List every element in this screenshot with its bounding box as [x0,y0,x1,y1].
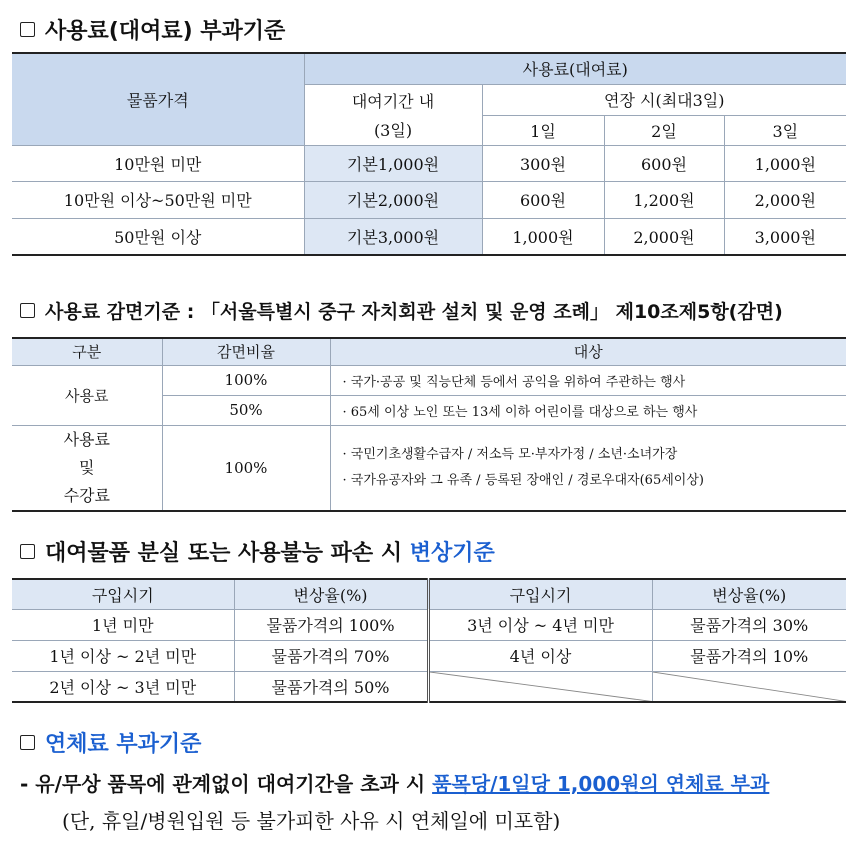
col-purchase-left: 구입시기 [12,579,234,609]
col-item-price: 물품가격 [12,53,304,145]
target-cell: · 65세 이상 노인 또는 13세 이하 어린이를 대상으로 하는 행사 [330,395,846,425]
target-cell: · 국가·공공 및 직능단체 등에서 공익을 위하여 주관하는 행사 [330,365,846,395]
section2-heading-text: 사용료 감면기준 : 「서울특별시 중구 자치회관 설치 및 운영 조례」 제10조제5항(감면) [45,301,783,323]
table-row [12,425,846,511]
day1-cell: 1,000원 [482,218,604,255]
price-cell: 10만원 미만 [12,145,304,181]
table-row [12,609,846,640]
category-line3: 수강료 [63,485,110,505]
day2-cell: 600원 [604,145,724,181]
col-category: 구분 [12,338,162,365]
day2-cell: 2,000원 [604,218,724,255]
col-target: 대상 [330,338,846,365]
rental-fee-table [12,52,846,256]
period-cell: 2년 이상 ~ 3년 미만 [12,671,234,702]
checkbox-square-icon [20,735,35,750]
section2-heading [20,297,783,324]
table-row [12,365,846,395]
col-day-2: 2일 [604,115,724,145]
col-rental-period [304,84,482,145]
section1-heading-text: 사용료(대여료) 부과기준 [45,19,286,44]
empty-cell-diagonal [652,671,846,702]
period-cell: 1년 미만 [12,609,234,640]
col-rate-left: 변상율(%) [234,579,428,609]
price-cell: 10만원 이상~50만원 미만 [12,181,304,218]
base-fee-cell: 기본2,000원 [304,181,482,218]
base-fee-cell: 기본1,000원 [304,145,482,181]
late-fee-line2: (단, 휴일/병원입원 등 불가피한 사유 시 연체일에 미포함) [62,809,561,833]
col-day-1: 1일 [482,115,604,145]
rate-cell: 50% [162,395,330,425]
col-rental-period-line1: 대여기간 내 [351,91,435,111]
table-row [12,145,846,181]
rate-cell: 물품가격의 50% [234,671,428,702]
rate-cell: 물품가격의 30% [652,609,846,640]
category-line2: 및 [79,457,95,477]
day1-cell: 300원 [482,145,604,181]
day2-cell: 1,200원 [604,181,724,218]
section3-heading-highlight: 변상기준 [409,541,495,566]
day3-cell: 1,000원 [724,145,846,181]
day1-cell: 600원 [482,181,604,218]
base-fee-cell: 기본3,000원 [304,218,482,255]
fee-reduction-table [12,337,846,512]
compensation-table [12,578,846,703]
section4-heading-text: 연체료 부과기준 [45,732,202,757]
late-fee-line1-text: - 유/무상 품목에 관계없이 대여기간을 초과 시 [20,772,433,796]
day3-cell: 2,000원 [724,181,846,218]
col-extension: 연장 시(최대3일) [482,84,846,115]
table-row [12,218,846,255]
rate-cell: 100% [162,425,330,511]
section4-heading [20,727,201,758]
checkbox-square-icon [20,303,35,318]
col-day-3: 3일 [724,115,846,145]
col-rental-period-line2: (3일) [373,120,413,140]
category-line1: 사용료 [63,429,110,449]
period-cell: 1년 이상 ~ 2년 미만 [12,640,234,671]
section1-heading [20,14,285,45]
col-fee: 사용료(대여료) [304,53,846,84]
col-purchase-right: 구입시기 [428,579,652,609]
table-row [12,181,846,218]
empty-cell-diagonal [428,671,652,702]
period-cell: 4년 이상 [428,640,652,671]
late-fee-line1 [20,768,769,797]
day3-cell: 3,000원 [724,218,846,255]
rate-cell: 물품가격의 70% [234,640,428,671]
period-cell: 3년 이상 ~ 4년 미만 [428,609,652,640]
category-cell [12,425,162,511]
checkbox-square-icon [20,544,35,559]
table-row [12,671,846,702]
target-cell [330,425,846,511]
late-fee-highlight: 품목당/1일당 1,000원의 연체료 부과 [432,772,770,796]
target-line1: · 국민기초생활수급자 / 저소득 모·부자가정 / 소년·소녀가장 [342,446,678,462]
rate-cell: 물품가격의 10% [652,640,846,671]
price-cell: 50만원 이상 [12,218,304,255]
target-line2: · 국가유공자와 그 유족 / 등록된 장애인 / 경로우대자(65세이상) [342,472,704,488]
category-cell: 사용료 [12,365,162,425]
section3-heading-text: 대여물품 분실 또는 사용불능 파손 시 [45,541,410,566]
col-rate: 감면비율 [162,338,330,365]
rate-cell: 100% [162,365,330,395]
table-row [12,640,846,671]
col-rate-right: 변상율(%) [652,579,846,609]
section3-heading [20,536,495,567]
rate-cell: 물품가격의 100% [234,609,428,640]
checkbox-square-icon [20,22,35,37]
